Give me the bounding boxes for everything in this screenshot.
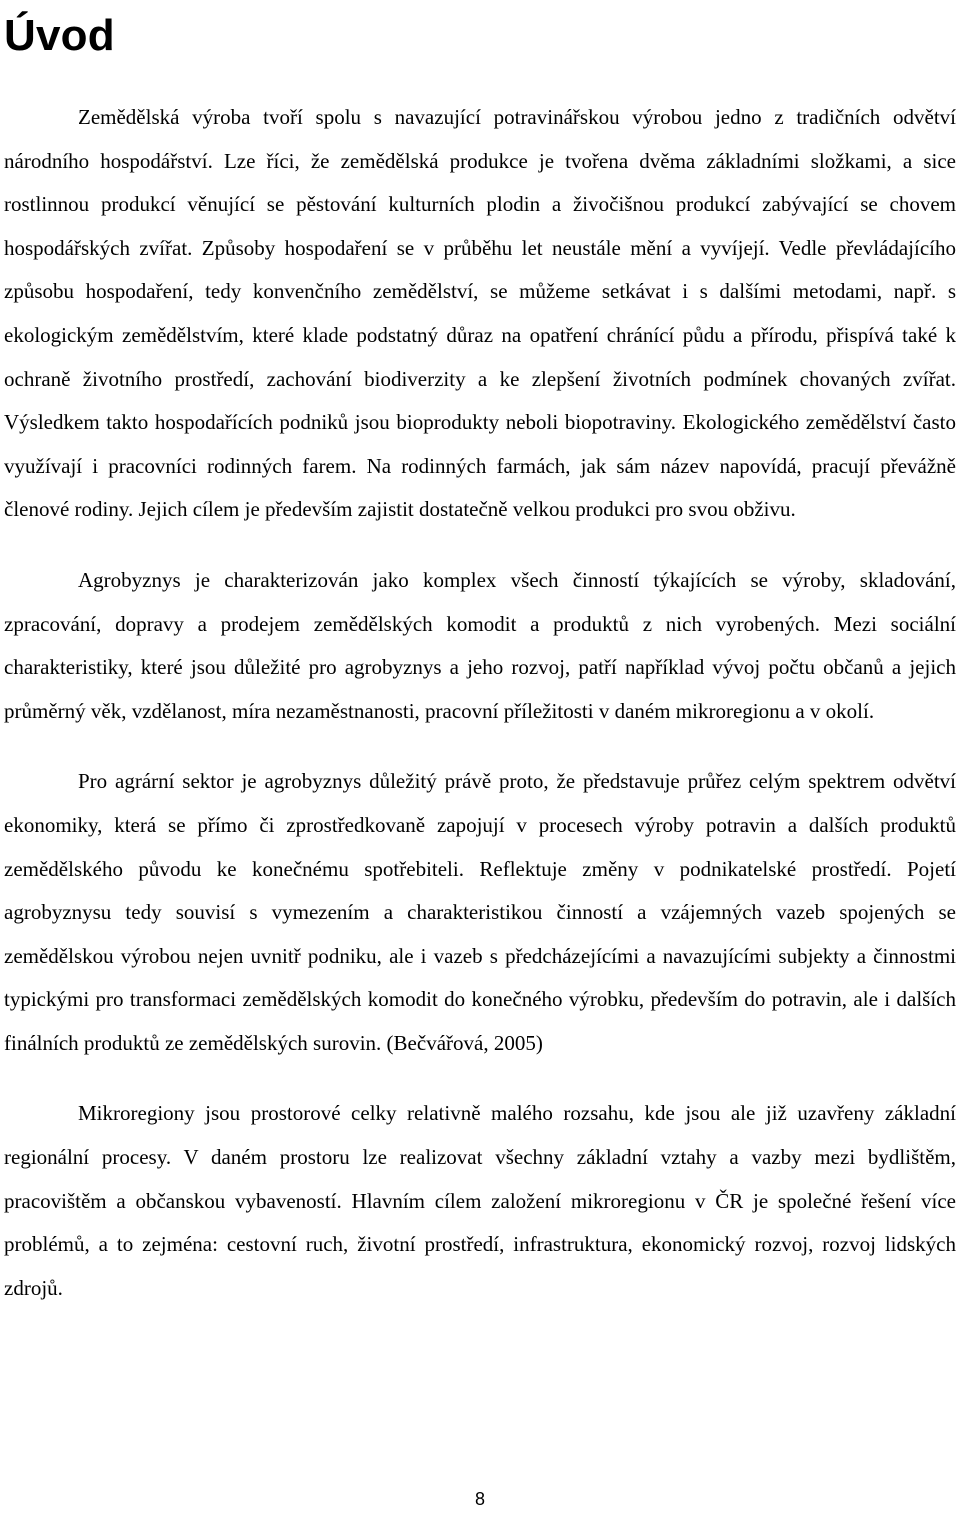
document-body [4, 96, 956, 1310]
paragraph-4: Mikroregiony jsou prostorové celky relativně malého rozsahu, kde jsou ale již uzavřeny základní regionální procesy. V daném prostoru lze realizovat všechny základní vztahy a vazby mezi bydlištěm, pracovištěm a občanskou vybaveností. Hlavním cílem založení mikroregionu v ČR je společné řešení více problémů, a to zejména: cestovní ruch, životní prostředí, infrastruktura, ekonomický rozvoj, rozvoj lidských zdrojů. [4, 1101, 956, 1300]
paragraph-2: Agrobyznys je charakterizován jako komplex všech činností týkajících se výroby, skladování, zpracování, dopravy a prodejem zemědělských komodit a produktů z nich vyrobených. Mezi sociální charakteristiky, které jsou důležité pro agrobyznys a jeho rozvoj, patří například vývoj počtu občanů a jejich průměrný věk, vzdělanost, míra nezaměstnanosti, pracovní příležitosti v daném mikroregionu a v okolí. [4, 567, 956, 723]
page-title: Úvod [4, 11, 115, 60]
page-number: 8 [474, 1489, 485, 1509]
paragraph-3: Pro agrární sektor je agrobyznys důležitý právě proto, že představuje průřez celým spektrem odvětví ekonomiky, která se přímo či zprostředkovaně zapojují v procesech výroby potravin a dalších produktů zemědělského původu ke konečnému spotřebiteli. Reflektuje změny v podnikatelské prostředí. Pojetí agrobyznysu tedy souvisí s vymezením a charakteristikou činností a vzájemných vazeb spojených se zemědělskou výrobou nejen uvnitř podniku, ale i vazeb s předcházejícími a navazujícími subjekty a činnostmi typickými pro transformaci zemědělských komodit do konečného výrobku, především do potravin, ale i dalších finálních produktů ze zemědělských surovin. (Bečvářová, 2005) [4, 769, 956, 1055]
paragraph-1: Zemědělská výroba tvoří spolu s navazující potravinářskou výrobou jedno z tradičních odvětví národního hospodářství. Lze říci, že zemědělská produkce je tvořena dvěma základními složkami, a sice rostlinnou produkcí věnující se pěstování kulturních plodin a živočišnou produkcí zabývající se chovem hospodářských zvířat. Způsoby hospodaření se v průběhu let neustále mění a vyvíjejí. Vedle převládajícího způsobu hospodaření, tedy konvenčního zemědělství, se můžeme setkávat i s dalšími metodami, např. s ekologickým zemědělstvím, které klade podstatný důraz na opatření chránící půdu a přírodu, přispívá také k ochraně životního prostředí, zachování biodiverzity a ke zlepšení životních podmínek chovaných zvířat. Výsledkem takto hospodařících podniků jsou bioprodukty neboli biopotraviny. Ekologického zemědělství často využívají i pracovníci rodinných farem. Na rodinných farmách, jak sám název napovídá, pracují převážně členové rodiny. Jejich cílem je především zajistit dostatečně velkou produkci pro svou obživu. [4, 105, 956, 522]
